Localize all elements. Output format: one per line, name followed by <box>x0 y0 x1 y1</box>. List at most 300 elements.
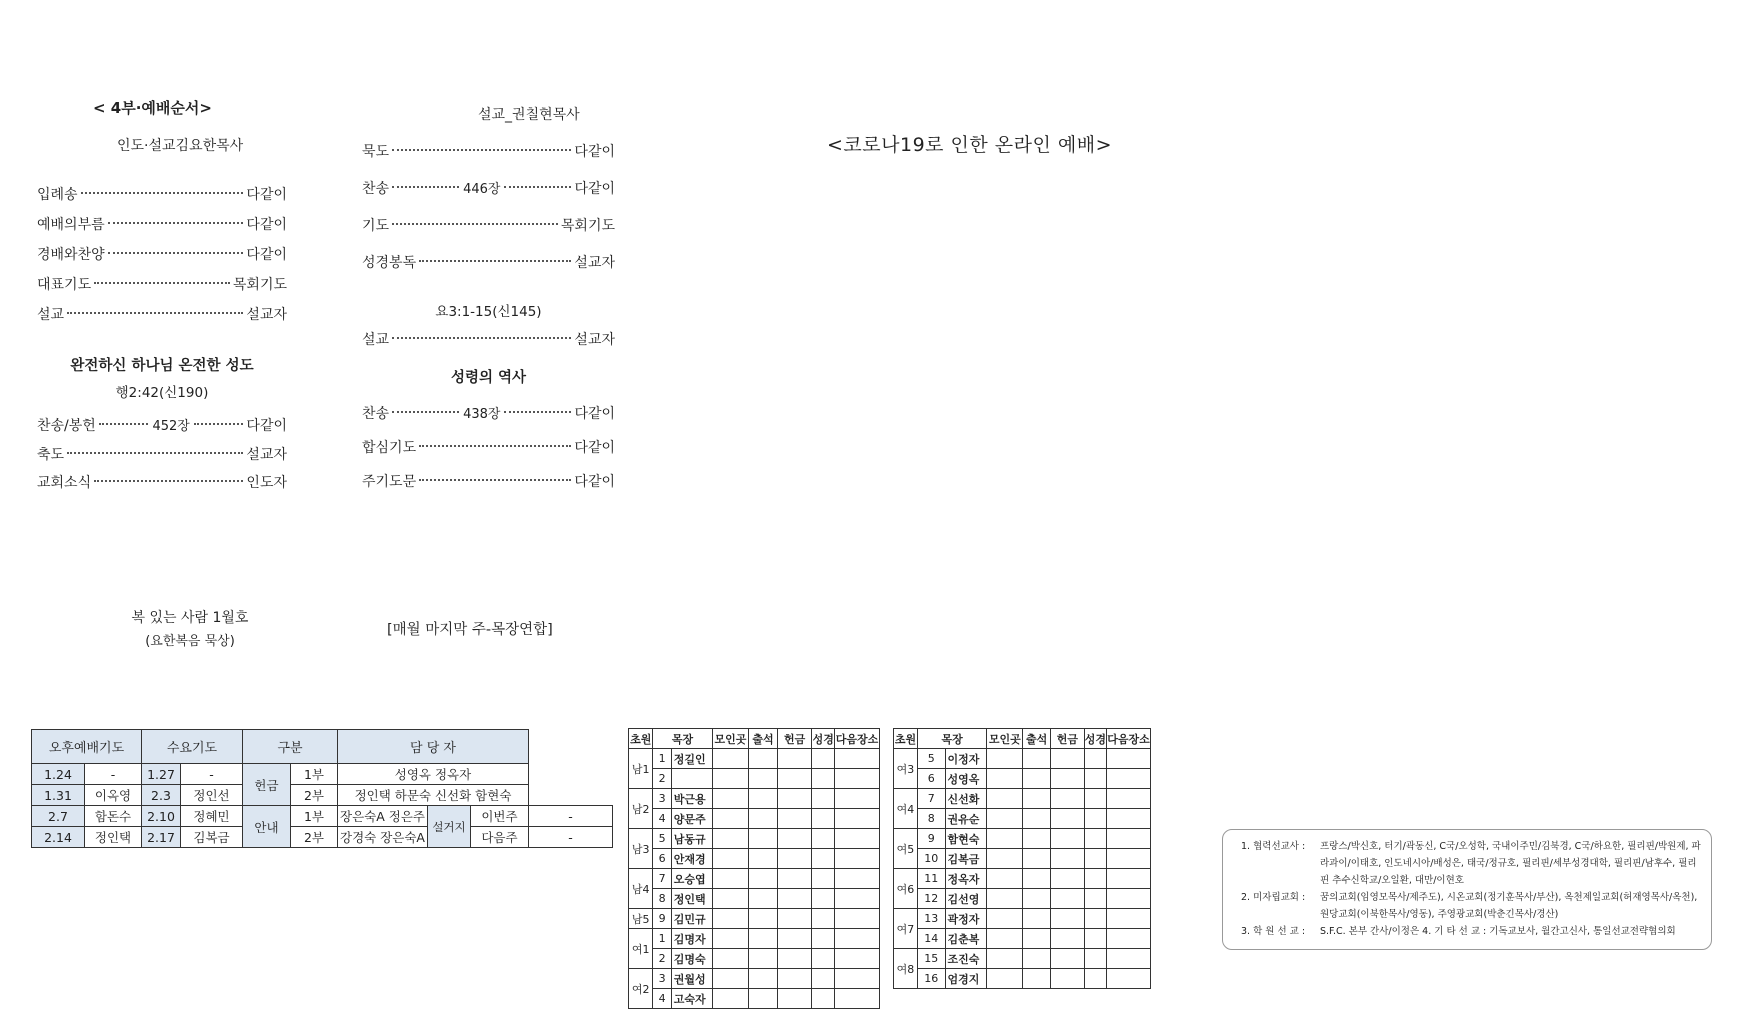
field-label: 남3 <box>629 829 653 869</box>
order-item-value: 다같이 <box>574 440 615 456</box>
order-item <box>37 180 287 210</box>
blank-cell <box>1051 809 1085 829</box>
order-item-value: 설교자 <box>574 255 615 271</box>
mission-key: 2. 미자립교회 : <box>1241 892 1306 903</box>
duty-date: 1.24 <box>32 764 85 785</box>
blank-cell <box>835 749 880 769</box>
blank-cell <box>835 769 880 789</box>
duty-name: - <box>85 764 142 785</box>
blank-cell <box>1023 929 1051 949</box>
group-number: 7 <box>653 869 671 889</box>
group-row <box>629 829 880 849</box>
blank-cell <box>1084 829 1106 849</box>
blank-cell <box>749 869 778 889</box>
col-header: 다음장소 <box>1106 729 1150 749</box>
blank-cell <box>987 929 1023 949</box>
blank-cell <box>835 969 880 989</box>
blank-cell <box>987 749 1023 769</box>
left-sermon-title: 완전하신 하나님 온전한 성도 <box>70 358 254 374</box>
group-number: 5 <box>917 749 945 769</box>
group-number: 11 <box>917 869 945 889</box>
blank-cell <box>1106 889 1150 909</box>
leader-dots <box>81 192 244 194</box>
leader-dots <box>419 260 571 262</box>
blessed-title: 복 있는 사람 1월호 <box>131 610 249 626</box>
blank-cell <box>1106 789 1150 809</box>
order-item <box>362 465 615 499</box>
blank-cell <box>1051 969 1085 989</box>
blank-cell <box>835 829 880 849</box>
blank-cell <box>1023 749 1051 769</box>
blank-cell <box>812 749 835 769</box>
field-label: 남5 <box>629 909 653 929</box>
blank-cell <box>1084 969 1106 989</box>
order-item-value: 설교자 <box>246 447 287 463</box>
mission-item <box>1241 838 1701 889</box>
group-number: 9 <box>653 909 671 929</box>
col-header: 헌금 <box>777 729 812 749</box>
order-item <box>37 270 287 300</box>
duty-date: 2.3 <box>142 785 181 806</box>
order-item <box>362 327 615 353</box>
group-number: 4 <box>653 989 671 1009</box>
duty-name: 이옥영 <box>85 785 142 806</box>
offering-team-1: 성영옥 정옥자 <box>338 764 529 785</box>
blank-cell <box>749 929 778 949</box>
blank-cell <box>1051 849 1085 869</box>
group-leader-name: 신선화 <box>945 789 987 809</box>
leader-dots <box>504 411 571 413</box>
group-row <box>894 929 1151 949</box>
col-header: 다음장소 <box>835 729 880 749</box>
blank-cell <box>749 749 778 769</box>
field-label: 여8 <box>894 949 918 989</box>
duty-name: 정혜민 <box>181 806 243 827</box>
blank-cell <box>1023 769 1051 789</box>
header-in-charge: 담 당 자 <box>338 730 529 764</box>
field-label: 여6 <box>894 869 918 909</box>
blank-cell <box>1106 969 1150 989</box>
blank-cell <box>777 949 812 969</box>
blank-cell <box>1084 809 1106 829</box>
leader-dots <box>108 222 244 224</box>
col-header: 모인곳 <box>712 729 749 749</box>
duty-date: 1.31 <box>32 785 85 806</box>
group-number: 8 <box>653 889 671 909</box>
order-item-value: 다같이 <box>574 181 616 197</box>
blank-cell <box>712 769 749 789</box>
left-order-list-2 <box>37 411 287 497</box>
leader-dots <box>419 445 571 447</box>
mid-order-preacher: 설교_권칠현목사 <box>478 107 580 123</box>
blank-cell <box>1051 829 1085 849</box>
group-row <box>629 909 880 929</box>
blank-cell <box>749 889 778 909</box>
left-order-title: < 4부·예배순서> <box>93 99 212 117</box>
header-afternoon-prayer: 오후예배기도 <box>32 730 142 764</box>
header-wednesday-prayer: 수요기도 <box>142 730 243 764</box>
col-header: 모인곳 <box>987 729 1023 749</box>
blank-cell <box>1084 789 1106 809</box>
order-item-label: 경배와찬양 <box>37 247 105 263</box>
blank-cell <box>777 929 812 949</box>
group-row <box>894 889 1151 909</box>
blank-cell <box>1084 869 1106 889</box>
group-number: 1 <box>653 749 671 769</box>
duty-date: 2.10 <box>142 806 181 827</box>
field-label: 남2 <box>629 789 653 829</box>
blank-cell <box>712 889 749 909</box>
leader-dots <box>108 252 244 254</box>
blank-cell <box>835 889 880 909</box>
blank-cell <box>777 809 812 829</box>
order-item-hymn: 446장 <box>463 182 501 197</box>
group-leader-name: 안재경 <box>671 849 712 869</box>
blank-cell <box>749 829 778 849</box>
blank-cell <box>712 749 749 769</box>
order-item-label: 주기도문 <box>362 474 417 490</box>
blank-cell <box>777 769 812 789</box>
group-row <box>629 869 880 889</box>
blank-cell <box>812 789 835 809</box>
mission-item <box>1241 923 1701 940</box>
blank-cell <box>749 949 778 969</box>
blank-cell <box>987 889 1023 909</box>
category-offering: 헌금 <box>243 764 291 806</box>
part-label: 1부 <box>291 764 338 785</box>
group-leader-name: 함현숙 <box>945 829 987 849</box>
field-label: 여7 <box>894 909 918 949</box>
blank-cell <box>1051 789 1085 809</box>
order-item <box>362 208 615 245</box>
order-item-label: 성경봉독 <box>362 255 417 271</box>
dish-next-week-label: 다음주 <box>470 827 528 848</box>
order-item-hymn: 438장 <box>463 407 501 422</box>
group-row <box>629 809 880 829</box>
order-item-value: 다같이 <box>246 247 287 263</box>
offering-team-2: 정인택 하문숙 신선화 함현숙 <box>338 785 529 806</box>
part-label: 1부 <box>291 806 338 827</box>
blank-cell <box>1106 809 1150 829</box>
order-item-value: 다같이 <box>246 418 287 434</box>
group-row <box>629 849 880 869</box>
order-item <box>362 397 615 431</box>
group-leader-name <box>671 769 712 789</box>
order-item-label: 기도 <box>362 218 390 234</box>
blank-cell <box>712 929 749 949</box>
group-leader-name: 김춘복 <box>945 929 987 949</box>
blank-cell <box>749 789 778 809</box>
blank-cell <box>1051 929 1085 949</box>
group-row <box>894 949 1151 969</box>
usher-team-2: 강경숙 장은숙A <box>338 827 428 848</box>
mission-key: 3. 학 원 선 교 : <box>1241 926 1306 937</box>
order-item-value: 다같이 <box>574 144 615 160</box>
blank-cell <box>812 849 835 869</box>
group-row <box>629 929 880 949</box>
group-row <box>894 809 1151 829</box>
order-item-label: 찬송 <box>362 406 390 422</box>
blank-cell <box>835 849 880 869</box>
blank-cell <box>777 789 812 809</box>
blank-cell <box>749 769 778 789</box>
blank-cell <box>1084 889 1106 909</box>
order-item-hymn: 452장 <box>152 419 190 434</box>
col-header-field: 초원 <box>629 729 653 749</box>
group-leader-name: 조진숙 <box>945 949 987 969</box>
duty-table <box>31 729 613 848</box>
duty-name: 정인선 <box>181 785 243 806</box>
blank-cell <box>777 889 812 909</box>
blank-cell <box>712 909 749 929</box>
mid-scripture: 요3:1-15(신145) <box>435 304 542 320</box>
usher-team-1: 장은숙A 정은주 <box>338 806 428 827</box>
group-row <box>894 769 1151 789</box>
blank-cell <box>1051 909 1085 929</box>
order-item <box>37 300 287 330</box>
order-item-value: 다같이 <box>574 406 616 422</box>
blank-cell <box>777 869 812 889</box>
blank-cell <box>712 789 749 809</box>
field-label: 남1 <box>629 749 653 789</box>
blank-cell <box>712 809 749 829</box>
blank-cell <box>1051 749 1085 769</box>
blank-cell <box>1106 949 1150 969</box>
leader-dots <box>392 411 459 413</box>
blank-cell <box>987 909 1023 929</box>
group-row <box>629 789 880 809</box>
blank-cell <box>1106 929 1150 949</box>
blank-cell <box>987 849 1023 869</box>
blank-cell <box>712 849 749 869</box>
blank-cell <box>812 909 835 929</box>
leader-dots <box>67 312 243 314</box>
mid-order-list-3 <box>362 397 615 499</box>
group-number: 2 <box>653 949 671 969</box>
blank-cell <box>1106 829 1150 849</box>
group-number: 4 <box>653 809 671 829</box>
blessed-subtitle: (요한복음 묵상) <box>145 634 235 649</box>
blank-cell <box>1084 929 1106 949</box>
blank-cell <box>777 749 812 769</box>
order-item <box>37 469 287 497</box>
blank-cell <box>1023 809 1051 829</box>
duty-name: 정인택 <box>85 827 142 848</box>
blank-cell <box>835 869 880 889</box>
blank-cell <box>1023 909 1051 929</box>
online-worship-notice: <코로나19로 인한 온라인 예배> <box>827 134 1113 156</box>
missions-box <box>1222 829 1712 950</box>
blank-cell <box>712 869 749 889</box>
group-number: 14 <box>917 929 945 949</box>
order-item-value: 다같이 <box>246 187 287 203</box>
leader-dots <box>94 282 230 284</box>
blank-cell <box>1106 849 1150 869</box>
blank-cell <box>1051 889 1085 909</box>
blank-cell <box>749 969 778 989</box>
blank-cell <box>1106 769 1150 789</box>
leader-dots <box>392 337 571 339</box>
blank-cell <box>1106 749 1150 769</box>
order-item-value: 다같이 <box>574 474 615 490</box>
blank-cell <box>1106 869 1150 889</box>
leader-dots <box>99 423 149 425</box>
category-dishwashing: 설거지 <box>427 806 470 848</box>
blank-cell <box>1084 849 1106 869</box>
order-item-label: 합심기도 <box>362 440 417 456</box>
blank-cell <box>835 929 880 949</box>
group-table-left <box>628 728 880 1009</box>
blank-cell <box>835 949 880 969</box>
blank-cell <box>1023 949 1051 969</box>
leader-dots <box>94 480 243 482</box>
group-number: 7 <box>917 789 945 809</box>
field-label: 여5 <box>894 829 918 869</box>
left-scripture: 행2:42(신190) <box>115 385 209 401</box>
order-item <box>37 210 287 240</box>
blank-cell <box>1106 909 1150 929</box>
group-number: 9 <box>917 829 945 849</box>
mission-text: 꿈의교회(임영모목사/제주도), 시온교회(정기훈목사/부산), 옥천제일교회(허재영목사/옥천), 원당교회(이북한목사/영동), 주영광교회(박춘긴목사/경산) <box>1320 892 1698 920</box>
group-leader-name: 정옥자 <box>945 869 987 889</box>
blank-cell <box>1023 869 1051 889</box>
order-item-label: 설교 <box>362 332 390 348</box>
duty-date: 1.27 <box>142 764 181 785</box>
leader-dots <box>392 186 459 188</box>
order-item-value: 목회기도 <box>560 218 615 234</box>
group-leader-name: 김복금 <box>945 849 987 869</box>
group-leader-name: 정인택 <box>671 889 712 909</box>
group-leader-name: 정길인 <box>671 749 712 769</box>
group-number: 3 <box>653 969 671 989</box>
blank-cell <box>1051 869 1085 889</box>
blank-cell <box>835 909 880 929</box>
blank-cell <box>1023 849 1051 869</box>
order-item-label: 묵도 <box>362 144 390 160</box>
blank-cell <box>1051 949 1085 969</box>
group-row <box>894 969 1151 989</box>
blank-cell <box>1023 829 1051 849</box>
leader-dots <box>419 479 571 481</box>
leader-dots <box>67 452 243 454</box>
blank-cell <box>812 829 835 849</box>
order-item-value: 다같이 <box>246 217 287 233</box>
blank-cell <box>812 929 835 949</box>
order-item-value: 목회기도 <box>232 277 287 293</box>
blank-cell <box>1023 789 1051 809</box>
group-leader-name: 박근용 <box>671 789 712 809</box>
group-number: 13 <box>917 909 945 929</box>
group-leader-name: 권유순 <box>945 809 987 829</box>
blank-cell <box>812 869 835 889</box>
mission-item <box>1241 889 1701 923</box>
group-row <box>629 889 880 909</box>
part-label: 2부 <box>291 827 338 848</box>
col-header-field: 초원 <box>894 729 918 749</box>
group-leader-name: 성영옥 <box>945 769 987 789</box>
blank-cell <box>749 849 778 869</box>
blank-cell <box>987 869 1023 889</box>
group-number: 10 <box>917 849 945 869</box>
order-item-label: 찬송 <box>362 181 390 197</box>
group-number: 1 <box>653 929 671 949</box>
blank-cell <box>777 849 812 869</box>
order-item <box>37 441 287 469</box>
blank-cell <box>712 949 749 969</box>
group-number: 12 <box>917 889 945 909</box>
field-label: 여2 <box>629 969 653 1009</box>
group-leader-name: 김명숙 <box>671 949 712 969</box>
mission-text: S.F.C. 본부 간사/이정은 4. 기 타 선 교 : 기독교보사, 월간고신사, 통일선교전략협의회 <box>1320 926 1676 937</box>
group-row <box>894 909 1151 929</box>
mission-key: 1. 협력선교사 : <box>1241 841 1306 852</box>
field-label: 남4 <box>629 869 653 909</box>
order-item <box>37 240 287 270</box>
blank-cell <box>1084 949 1106 969</box>
group-leader-name: 김민규 <box>671 909 712 929</box>
left-order-leader: 인도·설교김요한목사 <box>117 138 244 154</box>
order-item-label: 찬송/봉헌 <box>37 418 96 434</box>
dish-this-week-value: - <box>528 806 612 827</box>
monthly-union-note: [매월 마지막 주-목장연합] <box>387 622 553 638</box>
order-item-label: 설교 <box>37 307 65 323</box>
group-leader-name: 곽정자 <box>945 909 987 929</box>
duty-name: 함돈수 <box>85 806 142 827</box>
col-header: 성경 <box>1084 729 1106 749</box>
group-leader-name: 남동규 <box>671 829 712 849</box>
part-label: 2부 <box>291 785 338 806</box>
blank-cell <box>835 809 880 829</box>
blank-cell <box>987 809 1023 829</box>
blank-cell <box>1084 769 1106 789</box>
group-row <box>894 749 1151 769</box>
blank-cell <box>749 909 778 929</box>
blank-cell <box>777 909 812 929</box>
order-item-label: 입례송 <box>37 187 78 203</box>
order-item-label: 예배의부름 <box>37 217 105 233</box>
blank-cell <box>1023 969 1051 989</box>
group-row <box>894 869 1151 889</box>
blank-cell <box>835 789 880 809</box>
group-leader-name: 권월성 <box>671 969 712 989</box>
order-item-value: 인도자 <box>246 475 287 491</box>
duty-date: 2.14 <box>32 827 85 848</box>
blank-cell <box>812 949 835 969</box>
order-item-label: 대표기도 <box>37 277 92 293</box>
col-header: 헌금 <box>1051 729 1085 749</box>
blank-cell <box>987 969 1023 989</box>
header-category: 구분 <box>243 730 338 764</box>
group-number: 2 <box>653 769 671 789</box>
order-item-label: 축도 <box>37 447 65 463</box>
group-leader-name: 양문주 <box>671 809 712 829</box>
group-number: 16 <box>917 969 945 989</box>
duty-name: - <box>181 764 243 785</box>
field-label: 여1 <box>629 929 653 969</box>
group-row <box>629 969 880 989</box>
group-number: 6 <box>917 769 945 789</box>
col-header: 출석 <box>1023 729 1051 749</box>
mid-order-list-2 <box>362 327 615 353</box>
leader-dots <box>504 186 571 188</box>
duty-name: 김복금 <box>181 827 243 848</box>
blank-cell <box>812 889 835 909</box>
group-number: 15 <box>917 949 945 969</box>
order-item <box>362 245 615 282</box>
blank-cell <box>1084 749 1106 769</box>
mission-text: 프랑스/박신호, 터기/곽동신, C국/오성학, 국내이주민/김북경, C국/하요한, 필리핀/박원제, 파라과이/이태호, 인도네시아/배성은, 태국/정규호, 필리핀/세부성경대학, 필리핀/남후수, 필리핀 추수신학교/오일환, 대만/이현호 <box>1320 841 1701 886</box>
mid-sermon-title: 성령의 역사 <box>450 370 527 386</box>
